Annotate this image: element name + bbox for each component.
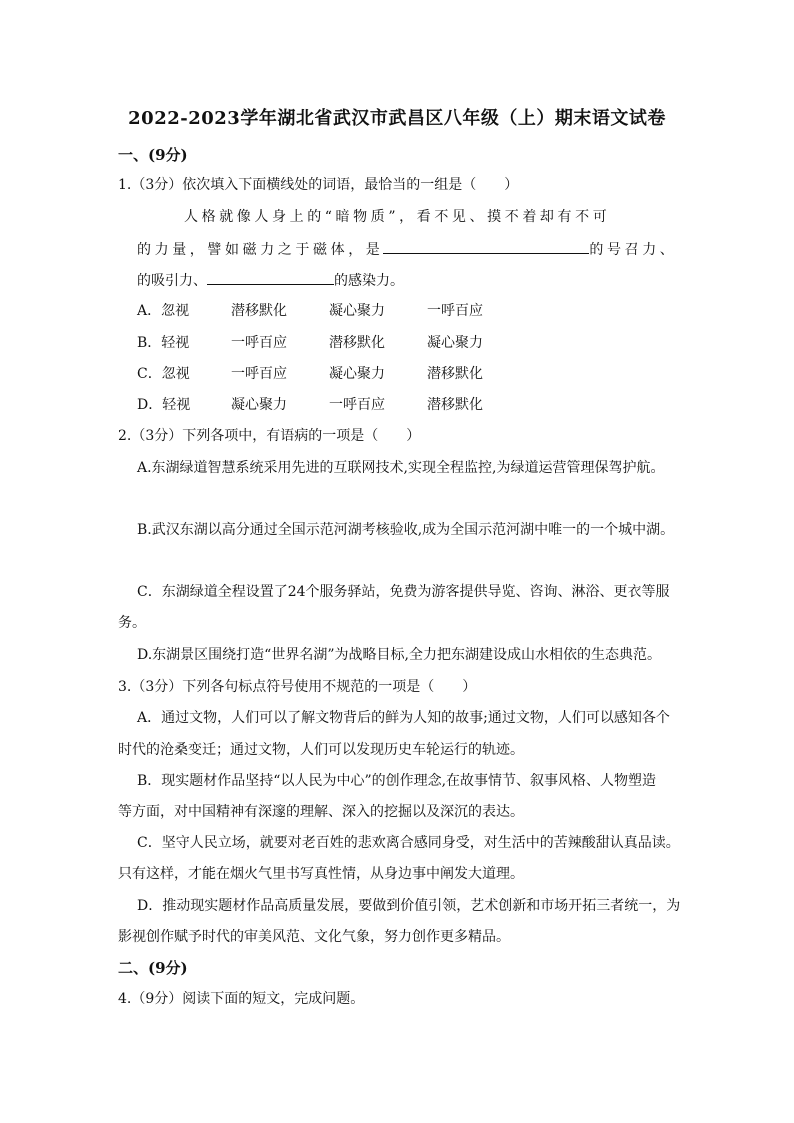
question-1-passage-line-1: 人格就像人身上的“暗物质”，看不见、摸不着却有不可 <box>184 209 611 225</box>
question-3-option-d-line-1[interactable]: D．推动现实题材作品高质量发展，要做到价值引领，艺术创新和市场开拓三者统一，为 <box>137 898 681 914</box>
question-1-stem: 1.（3分）依次填入下面横线处的词语，最恰当的一组是（ ） <box>118 177 519 193</box>
question-3-option-d-line-2: 影视创作赋予时代的审美风范、文化气象，努力创作更多精品。 <box>118 929 510 945</box>
fill-blank-2[interactable] <box>207 270 334 285</box>
question-2-stem: 2.（3分）下列各项中，有语病的一项是（ ） <box>118 428 421 444</box>
passage-text: 的号召力、 <box>589 242 678 258</box>
question-3-option-b-line-1[interactable]: B．现实题材作品坚持“以人民为中心”的创作理念,在故事情节、叙事风格、人物塑造 <box>137 773 657 789</box>
question-3-stem: 3.（3分）下列各句标点符号使用不规范的一项是（ ） <box>118 679 477 695</box>
question-1-option-d[interactable]: D．轻视 凝心聚力 一呼百应 潜移默化 <box>137 397 483 413</box>
section-heading-2: 二、(9分) <box>118 959 188 977</box>
passage-text: 的力量，譬如磁力之于磁体，是 <box>137 242 384 258</box>
passage-text: 的吸引力、 <box>137 273 207 289</box>
question-2-option-b[interactable]: B.武汉东湖以高分通过全国示范河湖考核验收,成为全国示范河湖中唯一的一个城中湖。 <box>137 522 675 538</box>
question-1-option-a[interactable]: A．忽视 潜移默化 凝心聚力 一呼百应 <box>137 303 483 319</box>
page-title: 2022-2023学年湖北省武汉市武昌区八年级（上）期末语文试卷 <box>128 108 666 129</box>
question-1-passage-line-2 <box>137 239 677 260</box>
question-3-option-a-line-2: 时代的沧桑变迁；通过文物，人们可以发现历史车轮运行的轨迹。 <box>118 742 524 758</box>
question-2-option-c-line-1[interactable]: C．东湖绿道全程设置了24个服务驿站，免费为游客提供导览、咨询、淋浴、更衣等服 <box>137 584 670 600</box>
question-2-option-a[interactable]: A.东湖绿道智慧系统采用先进的互联网技术,实现全程监控,为绿道运营管理保驾护航。 <box>137 460 665 476</box>
question-2-option-c-line-2: 务。 <box>118 615 146 631</box>
question-1-option-c[interactable]: C．忽视 一呼百应 凝心聚力 潜移默化 <box>137 366 483 382</box>
question-3-option-c-line-1[interactable]: C．坚守人民立场，就要对老百姓的悲欢离合感同身受，对生活中的苦辣酸甜认真品读。 <box>137 835 680 851</box>
question-3-option-a-line-1[interactable]: A．通过文物，人们可以了解文物背后的鲜为人知的故事;通过文物，人们可以感知各个 <box>137 710 670 726</box>
question-1-option-b[interactable]: B．轻视 一呼百应 潜移默化 凝心聚力 <box>137 335 483 351</box>
passage-text: 的感染力。 <box>334 273 404 289</box>
question-1-passage-line-3 <box>137 270 404 291</box>
section-heading-1: 一、(9分) <box>118 146 188 164</box>
question-2-option-d[interactable]: D.东湖景区围绕打造“世界名湖”为战略目标,全力把东湖建设成山水相依的生态典范。 <box>137 647 661 663</box>
question-3-option-b-line-2: 等方面，对中国精神有深邃的理解、深入的挖掘以及深沉的表达。 <box>118 804 524 820</box>
question-4-stem: 4.（9分）阅读下面的短文，完成问题。 <box>118 991 365 1007</box>
fill-blank-1[interactable] <box>383 239 589 254</box>
question-3-option-c-line-2: 只有这样，才能在烟火气里书写真性情，从身边事中阐发大道理。 <box>118 866 524 882</box>
